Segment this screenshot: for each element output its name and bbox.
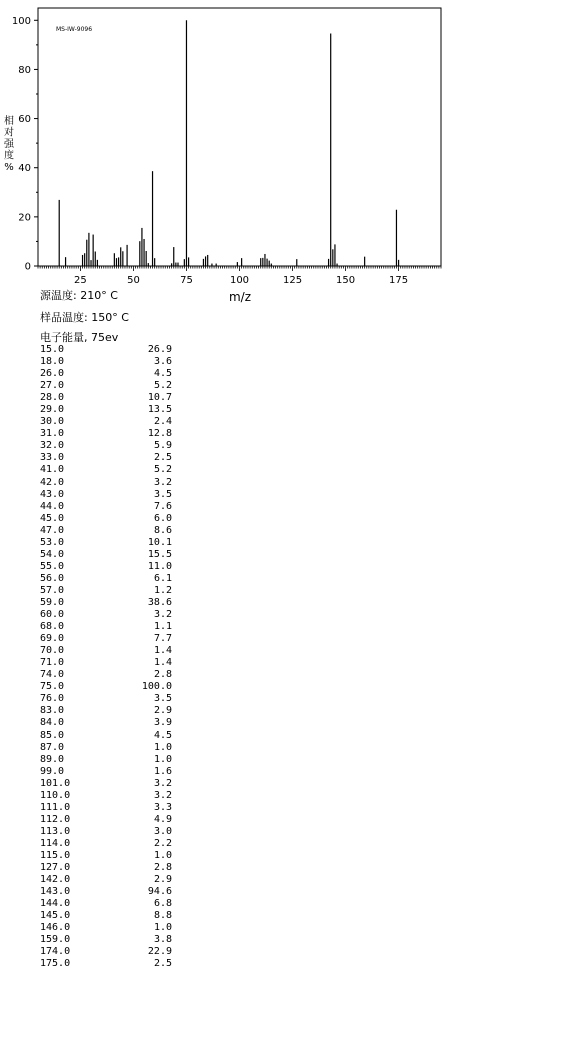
mz-cell: 85.0 (40, 729, 65, 741)
table-row (40, 573, 172, 585)
intensity-cell: 3.0 (153, 825, 172, 837)
mz-cell: 69.0 (40, 633, 65, 645)
intensity-cell: 10.7 (147, 392, 172, 404)
intensity-cell: 2.9 (153, 874, 172, 886)
table-row (40, 561, 172, 573)
intensity-cell: 3.5 (153, 693, 172, 705)
mz-cell: 114.0 (40, 837, 71, 849)
table-row (40, 549, 172, 561)
table-row (40, 826, 172, 838)
table-row (40, 513, 172, 525)
intensity-cell: 22.9 (147, 946, 172, 958)
intensity-cell: 11.0 (147, 560, 172, 572)
table-row (40, 645, 172, 657)
table-row (40, 934, 172, 946)
y-axis-label-char: 度 (4, 150, 14, 162)
table-row (40, 464, 172, 476)
mz-cell: 144.0 (40, 898, 71, 910)
y-axis-label (4, 114, 15, 173)
mz-cell: 113.0 (40, 825, 71, 837)
table-row (40, 946, 172, 958)
intensity-cell: 6.8 (153, 898, 172, 910)
mz-cell: 59.0 (40, 596, 65, 608)
mz-cell: 99.0 (40, 765, 65, 777)
intensity-cell: 1.4 (153, 657, 172, 669)
chart-annotation: MS-IW-9096 (56, 26, 93, 33)
mz-cell: 47.0 (40, 524, 65, 536)
intensity-cell: 1.6 (153, 765, 172, 777)
intensity-cell: 2.4 (153, 416, 172, 428)
mz-cell: 145.0 (40, 910, 71, 922)
table-row (40, 693, 172, 705)
peak-bars (59, 20, 398, 266)
intensity-cell: 3.6 (153, 356, 172, 368)
intensity-cell: 100.0 (141, 681, 172, 693)
intensity-cell: 6.1 (153, 572, 172, 584)
mz-cell: 89.0 (40, 753, 65, 765)
intensity-cell: 5.2 (153, 380, 172, 392)
y-axis-ticks (12, 16, 38, 273)
table-row (40, 416, 172, 428)
table-row (40, 910, 172, 922)
intensity-cell: 2.9 (153, 705, 172, 717)
x-axis-ticks (38, 266, 441, 286)
table-row (40, 754, 172, 766)
mz-cell: 57.0 (40, 584, 65, 596)
intensity-cell: 1.1 (153, 621, 172, 633)
intensity-cell: 3.2 (153, 476, 172, 488)
mz-cell: 112.0 (40, 813, 71, 825)
y-tick-label: 100 (11, 15, 31, 27)
mz-cell: 74.0 (40, 669, 65, 681)
y-axis-label-char: 相 (4, 116, 14, 127)
intensity-cell: 1.4 (153, 645, 172, 657)
intensity-cell: 8.6 (153, 524, 172, 536)
intensity-cell: 10.1 (147, 536, 172, 548)
intensity-cell: 2.8 (153, 669, 172, 681)
mz-cell: 174.0 (40, 946, 71, 958)
table-row (40, 477, 172, 489)
table-row (40, 717, 172, 729)
mz-cell: 84.0 (40, 717, 65, 729)
intensity-cell: 5.2 (153, 464, 172, 476)
intensity-cell: 3.3 (153, 801, 172, 813)
intensity-cell: 2.8 (153, 862, 172, 874)
mz-cell: 76.0 (40, 693, 65, 705)
mz-cell: 111.0 (40, 801, 71, 813)
mz-cell: 31.0 (40, 428, 65, 440)
x-tick-label: 75 (180, 275, 193, 286)
mz-cell: 42.0 (40, 476, 65, 488)
intensity-cell: 15.5 (147, 548, 172, 560)
table-row (40, 886, 172, 898)
mz-cell: 110.0 (40, 789, 71, 801)
mz-cell: 29.0 (40, 404, 65, 416)
intensity-cell: 5.9 (153, 440, 172, 452)
mz-cell: 68.0 (40, 621, 65, 633)
mz-cell: 87.0 (40, 741, 65, 753)
mz-cell: 27.0 (40, 380, 65, 392)
intensity-cell: 38.6 (147, 596, 172, 608)
intensity-cell: 1.0 (153, 753, 172, 765)
table-row (40, 802, 172, 814)
table-row (40, 428, 172, 440)
intensity-cell: 1.0 (153, 741, 172, 753)
table-row (40, 922, 172, 934)
mz-cell: 71.0 (40, 657, 65, 669)
table-row (40, 392, 172, 404)
mz-cell: 55.0 (40, 560, 65, 572)
table-row (40, 814, 172, 826)
x-tick-label: 100 (229, 275, 250, 286)
mz-cell: 70.0 (40, 645, 65, 657)
table-row (40, 489, 172, 501)
table-row (40, 874, 172, 886)
x-tick-label: 25 (74, 275, 87, 286)
electron-energy: 电子能量, 75ev (40, 331, 119, 344)
intensity-cell: 7.7 (153, 633, 172, 645)
table-row (40, 681, 172, 693)
table-row (40, 356, 172, 368)
intensity-cell: 26.9 (147, 344, 172, 355)
table-row (40, 838, 172, 850)
intensity-cell: 6.0 (153, 512, 172, 524)
table-row (40, 501, 172, 513)
table-row (40, 657, 172, 669)
table-row (40, 380, 172, 392)
mz-cell: 146.0 (40, 922, 71, 934)
mz-cell: 44.0 (40, 500, 65, 512)
plot-frame (38, 8, 441, 266)
mz-cell: 56.0 (40, 572, 65, 584)
table-row (40, 862, 172, 874)
intensity-cell: 7.6 (153, 500, 172, 512)
mz-cell: 43.0 (40, 488, 65, 500)
table-row (40, 404, 172, 416)
table-row (40, 790, 172, 802)
mz-cell: 142.0 (40, 874, 71, 886)
mz-cell: 175.0 (40, 958, 71, 970)
y-axis-label-char: 强 (4, 139, 14, 150)
mz-cell: 53.0 (40, 536, 65, 548)
mz-cell: 159.0 (40, 934, 71, 946)
table-row (40, 440, 172, 452)
spectrum-chart (0, 0, 570, 310)
intensity-cell: 13.5 (147, 404, 172, 416)
mz-cell: 83.0 (40, 705, 65, 717)
y-tick-label: 60 (18, 114, 31, 126)
intensity-cell: 2.5 (153, 452, 172, 464)
x-tick-label: 50 (127, 275, 140, 286)
y-axis-label-char: % (4, 162, 14, 173)
intensity-cell: 3.5 (153, 488, 172, 500)
mz-cell: 75.0 (40, 681, 65, 693)
intensity-cell: 4.5 (153, 729, 172, 741)
table-row (40, 730, 172, 742)
y-tick-label: 20 (18, 212, 31, 224)
x-tick-label: 125 (282, 275, 303, 286)
mz-cell: 60.0 (40, 609, 65, 621)
mz-cell: 33.0 (40, 452, 65, 464)
table-row (40, 705, 172, 717)
intensity-cell: 3.2 (153, 777, 172, 789)
x-axis-label: m/z (228, 290, 252, 304)
y-tick-label: 40 (18, 163, 31, 175)
source-temperature: 源温度: 210° C (40, 289, 118, 302)
table-row (40, 368, 172, 380)
peak-table (40, 344, 172, 970)
mz-cell: 41.0 (40, 464, 65, 476)
intensity-cell: 4.5 (153, 368, 172, 380)
mz-cell: 26.0 (40, 368, 65, 380)
table-row (40, 609, 172, 621)
mz-cell: 28.0 (40, 392, 65, 404)
mz-cell: 45.0 (40, 512, 65, 524)
table-row (40, 742, 172, 754)
table-row (40, 597, 172, 609)
intensity-cell: 2.2 (153, 837, 172, 849)
mz-cell: 54.0 (40, 548, 65, 560)
table-row (40, 633, 172, 645)
intensity-cell: 1.0 (153, 849, 172, 861)
table-row (40, 525, 172, 537)
intensity-cell: 3.9 (153, 717, 172, 729)
intensity-cell: 3.2 (153, 609, 172, 621)
table-row (40, 344, 172, 356)
x-tick-label: 175 (389, 275, 409, 286)
table-row (40, 621, 172, 633)
table-row (40, 669, 172, 681)
y-tick-label: 0 (24, 261, 31, 273)
table-row (40, 537, 172, 549)
intensity-cell: 12.8 (147, 428, 172, 440)
intensity-cell: 8.8 (153, 910, 172, 922)
mz-cell: 143.0 (40, 886, 71, 898)
intensity-cell: 94.6 (147, 886, 172, 898)
table-row (40, 958, 172, 970)
table-row (40, 766, 172, 778)
intensity-cell: 2.5 (153, 958, 172, 970)
mz-cell: 32.0 (40, 440, 65, 452)
sample-temperature: 样品温度: 150° C (40, 311, 129, 324)
mz-cell: 30.0 (40, 416, 65, 428)
mz-cell: 18.0 (40, 356, 65, 368)
table-row (40, 585, 172, 597)
intensity-cell: 3.2 (153, 789, 172, 801)
table-row (40, 452, 172, 464)
mz-cell: 127.0 (40, 862, 71, 874)
intensity-cell: 1.2 (153, 584, 172, 596)
table-row (40, 778, 172, 790)
intensity-cell: 3.8 (153, 934, 172, 946)
table-row (40, 898, 172, 910)
table-row (40, 850, 172, 862)
mz-cell: 15.0 (40, 344, 65, 355)
mz-cell: 101.0 (40, 777, 71, 789)
mz-cell: 115.0 (40, 849, 71, 861)
y-tick-label: 80 (18, 64, 31, 76)
intensity-cell: 4.9 (153, 813, 172, 825)
intensity-cell: 1.0 (153, 922, 172, 934)
x-tick-label: 150 (336, 275, 356, 286)
y-axis-label-char: 对 (4, 127, 14, 139)
